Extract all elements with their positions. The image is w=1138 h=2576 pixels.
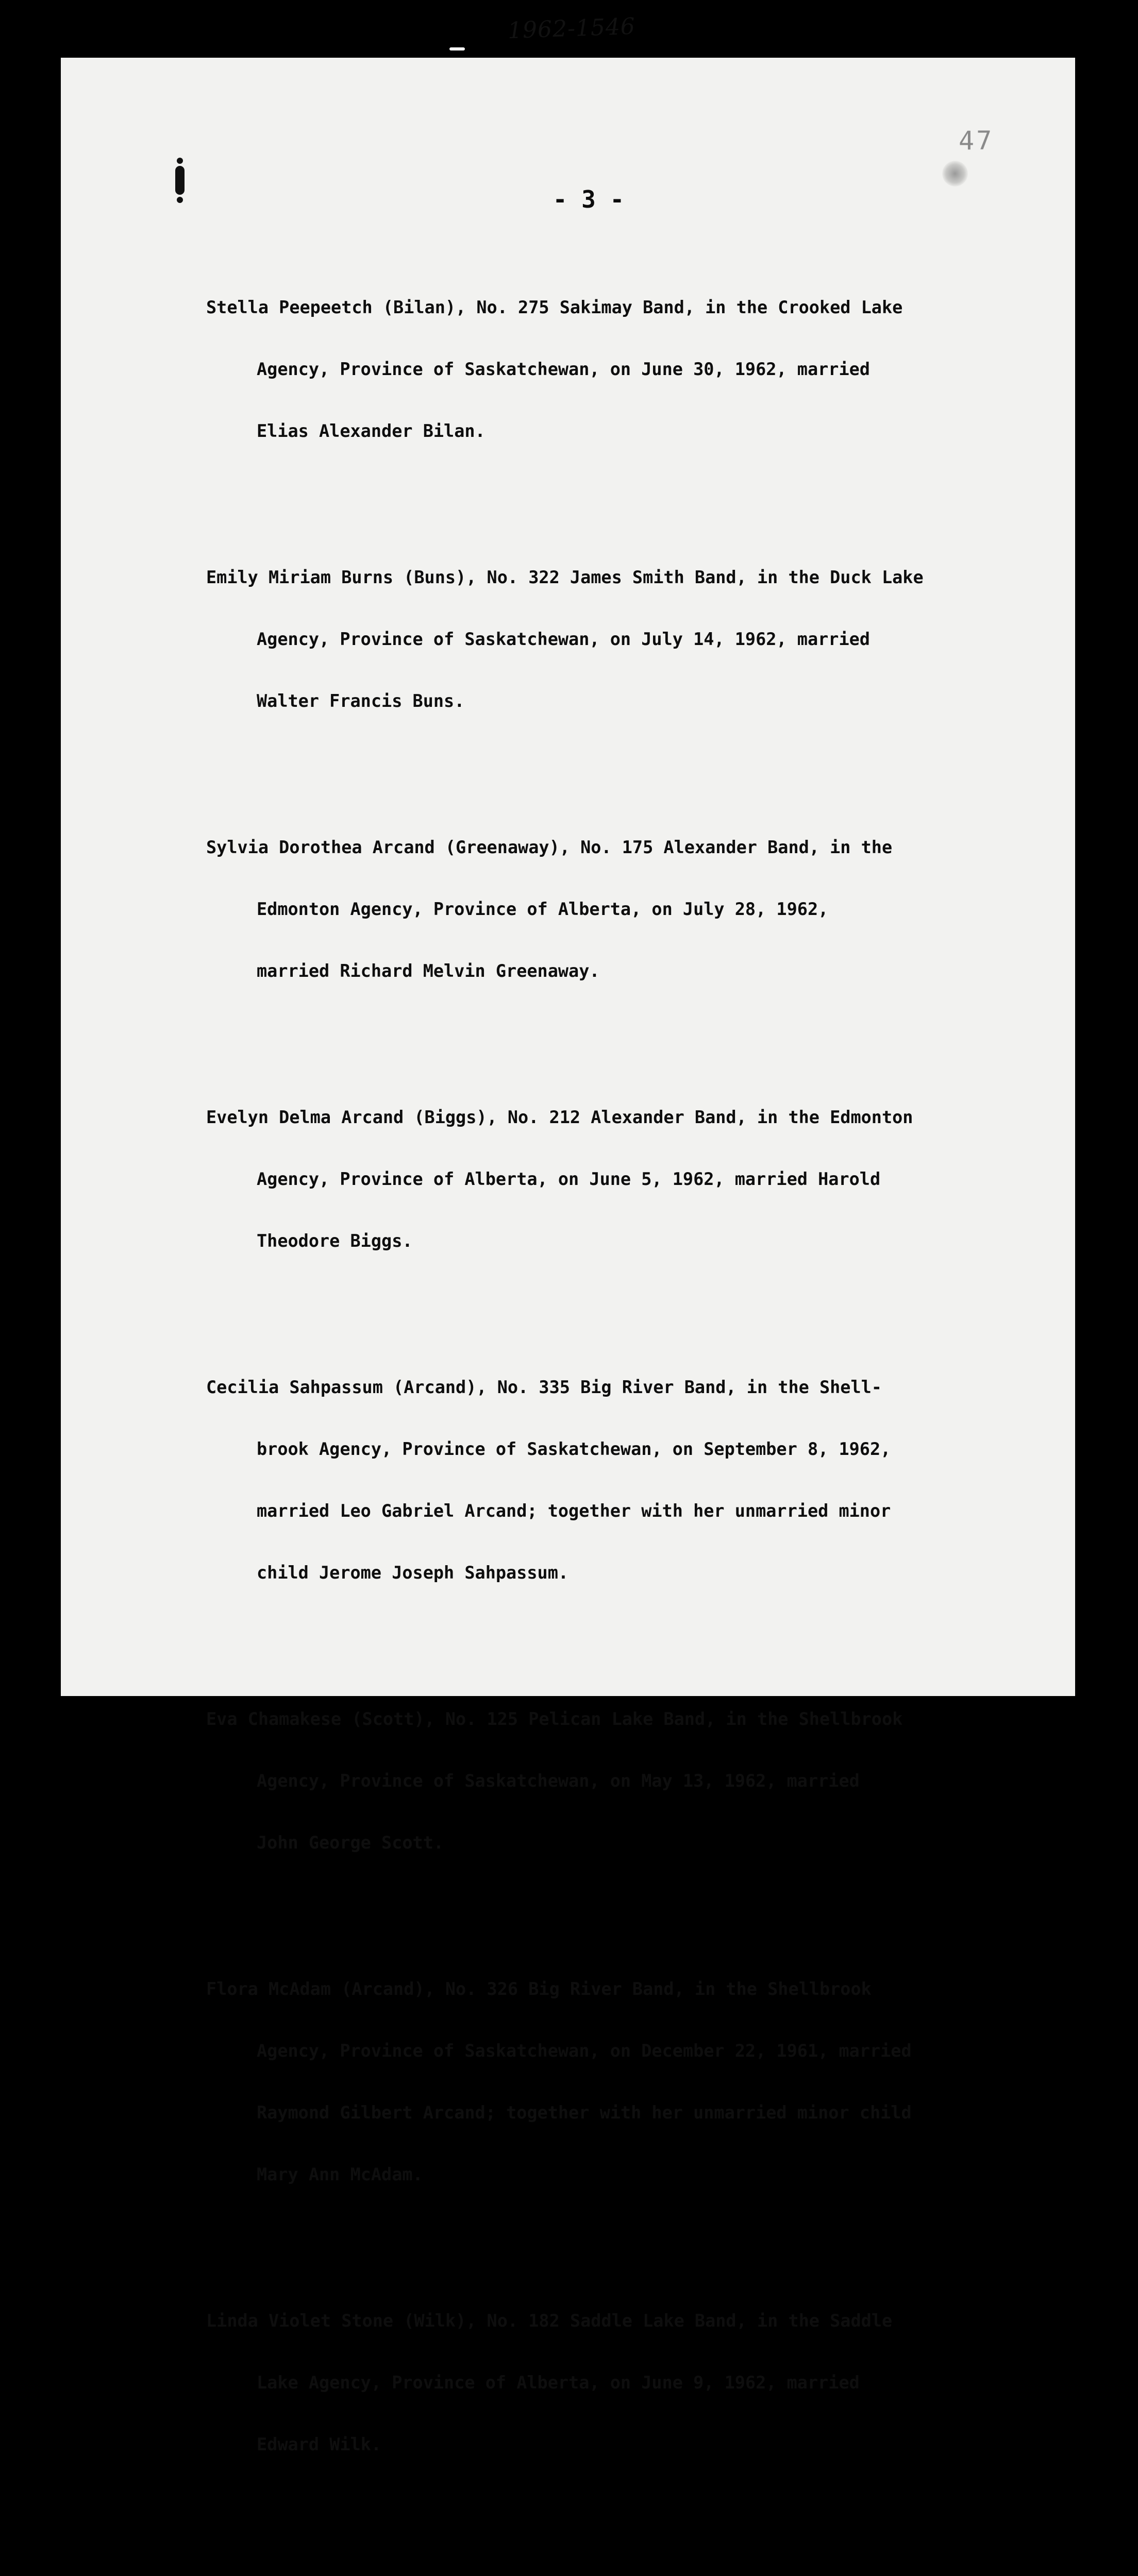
entry-line: Cecilia Sahpassum (Arcand), No. 335 Big River Band, in the Shell- xyxy=(206,1377,882,1397)
entry-line: Walter Francis Buns. xyxy=(257,691,465,711)
entry xyxy=(206,526,1041,753)
entry-line: John George Scott. xyxy=(257,1833,444,1853)
entry-line: Lake Agency, Province of Alberta, on June 9, 1962, married xyxy=(257,2372,860,2393)
entry-line: Evelyn Delma Arcand (Biggs), No. 212 Alexander Band, in the Edmonton xyxy=(206,1107,913,1127)
entry xyxy=(206,796,1041,1023)
entry xyxy=(206,1668,1041,1894)
page-number: - 3 - xyxy=(553,185,625,213)
entry-line: Agency, Province of Saskatchewan, on May 13, 1962, married xyxy=(257,1771,860,1791)
entry-line: Agency, Province of Saskatchewan, on December 22, 1961, married xyxy=(257,2041,912,2061)
entry-line: Elias Alexander Bilan. xyxy=(257,421,486,441)
entry-line: Linda Violet Stone (Wilk), No. 182 Saddle Lake Band, in the Saddle xyxy=(206,2311,893,2331)
entry xyxy=(206,2269,1041,2496)
entry xyxy=(206,1938,1041,2226)
entry-line: Eva Chamakese (Scott), No. 125 Pelican Lake Band, in the Shellbrook xyxy=(206,1709,903,1729)
entry-line: married Richard Melvin Greenaway. xyxy=(257,961,600,981)
entry-line: Mary Ann McAdam. xyxy=(257,2164,423,2184)
entry-line: child Jerome Joseph Sahpassum. xyxy=(257,1563,569,1583)
entry-line: Theodore Biggs. xyxy=(257,1231,413,1251)
entry-line: Edmonton Agency, Province of Alberta, on July 28, 1962, xyxy=(257,899,829,919)
entry-line: Sylvia Dorothea Arcand (Greenaway), No. 175 Alexander Band, in the xyxy=(206,837,893,857)
entry-line: Stella Peepeetch (Bilan), No. 275 Sakimay Band, in the Crooked Lake xyxy=(206,297,903,317)
document-page xyxy=(61,58,1075,2454)
entry-line: Raymond Gilbert Arcand; together with her unmarried minor child xyxy=(257,2103,912,2123)
entry-line: Emily Miriam Burns (Buns), No. 322 James Smith Band, in the Duck Lake xyxy=(206,567,924,587)
entry-line: Agency, Province of Saskatchewan, on July 14, 1962, married xyxy=(257,629,870,649)
entry xyxy=(206,256,1041,483)
entry-line: Flora McAdam (Arcand), No. 326 Big River Band, in the Shellbrook xyxy=(206,1979,872,1999)
handwritten-reference: 1962-1546 xyxy=(507,13,636,44)
entry xyxy=(206,2539,1041,2576)
film-speck xyxy=(449,47,465,50)
entry-line: married Leo Gabriel Arcand; together with her unmarried minor xyxy=(257,1501,891,1521)
stamped-page-number: 47 xyxy=(959,126,994,156)
ink-smudge xyxy=(942,161,968,187)
entry xyxy=(206,1066,1041,1293)
entry-line: brook Agency, Province of Saskatchewan, on September 8, 1962, xyxy=(257,1439,891,1459)
marriage-entries-list xyxy=(206,256,1041,2576)
entry xyxy=(206,1336,1041,1624)
entry-line: Edward Wilk. xyxy=(257,2434,382,2454)
entry-line: Agency, Province of Alberta, on June 5, 1962, married Harold xyxy=(257,1169,881,1189)
entry-line: Agency, Province of Saskatchewan, on June 30, 1962, married xyxy=(257,359,870,379)
